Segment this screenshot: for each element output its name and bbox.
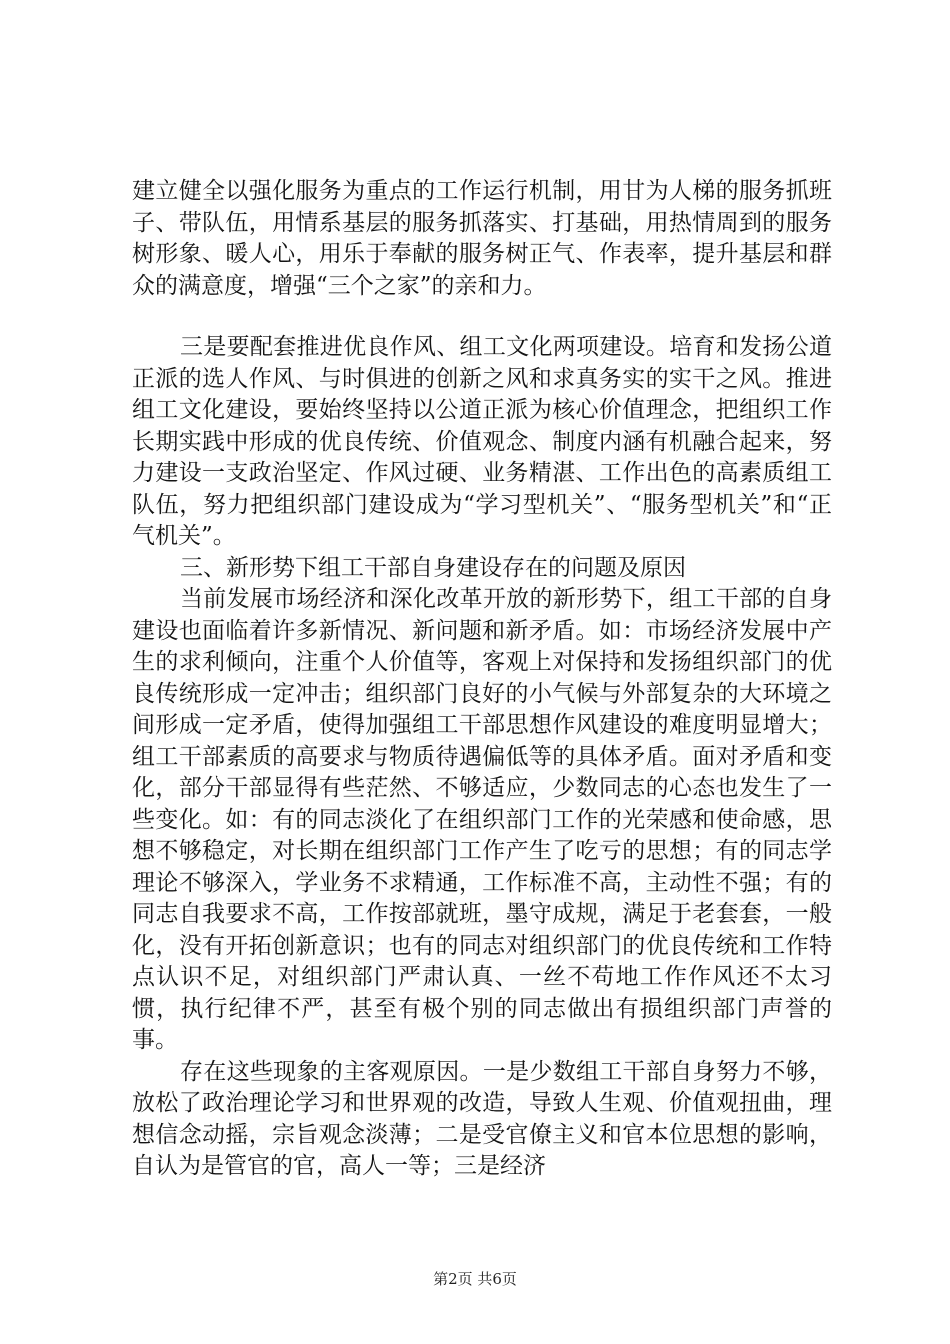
paragraph-service-mechanism: 建立健全以强化服务为重点的工作运行机制，用甘为人梯的服务抓班子、带队伍，用情系基层的服务抓落实、打基础，用热情周到的服务树形象、暖人心，用乐于奉献的服务树正气、作表率，提升基层和群众的满意度，增强“三个之家”的亲和力。 [132,178,832,299]
text-block-top [132,176,832,302]
section-heading: 三、新形势下组工干部自身建设存在的问题及原因 [180,554,686,581]
text-block-main [132,332,832,1183]
paragraph-style-culture: 三是要配套推进优良作风、组工文化两项建设。培育和发扬公道正派的选人作风、与时俱进的创新之风和求真务实的实干之风。推进组工文化建设，要始终坚持以公道正派为核心价值理念，把组织工作长期实践中形成的优良传统、价值观念、制度内涵有机融合起来，努力建设一支政治坚定、作风过硬、业务精湛、工作出色的高素质组工队伍，努力把组织部门建设成为“学习型机关”、“服务型机关”和“正气机关”。 [132,334,832,549]
paragraph-problems: 当前发展市场经济和深化改革开放的新形势下，组工干部的自身建设也面临着许多新情况、新问题和新矛盾。如：市场经济发展中产生的求利倾向，注重个人价值等，客观上对保持和发扬组织部门的优良传统形成一定冲击；组织部门良好的小气候与外部复杂的大环境之间形成一定矛盾，使得加强组工干部思想作风建设的难度明显增大；组工干部素质的高要求与物质待遇偏低等的具体矛盾。面对矛盾和变化，部分干部显得有些茫然、不够适应，少数同志的心态也发生了一些变化。如：有的同志淡化了在组织部门工作的光荣感和使命感，思想不够稳定，对长期在组织部门工作产生了吃亏的思想；有的同志学理论不够深入，学业务不求精通，工作标准不高，主动性不强；有的同志自我要求不高，工作按部就班，墨守成规，满足于老套套，一般化，没有开拓创新意识；也有的同志对组织部门的优良传统和工作特点认识不足，对组织部门严肃认真、一丝不苟地工作作风还不太习惯，执行纪律不严，甚至有极个别的同志做出有损组织部门声誉的事。 [132,586,832,1053]
page-footer: 第2页 共6页 [433,1270,517,1288]
paragraph-causes: 存在这些现象的主客观原因。一是少数组工干部自身努力不够，放松了政治理论学习和世界观的改造，导致人生观、价值观扭曲，理想信念动摇，宗旨观念淡薄；二是受官僚主义和官本位思想的影响，自认为是管官的官，高人一等；三是经济 [132,1058,832,1179]
